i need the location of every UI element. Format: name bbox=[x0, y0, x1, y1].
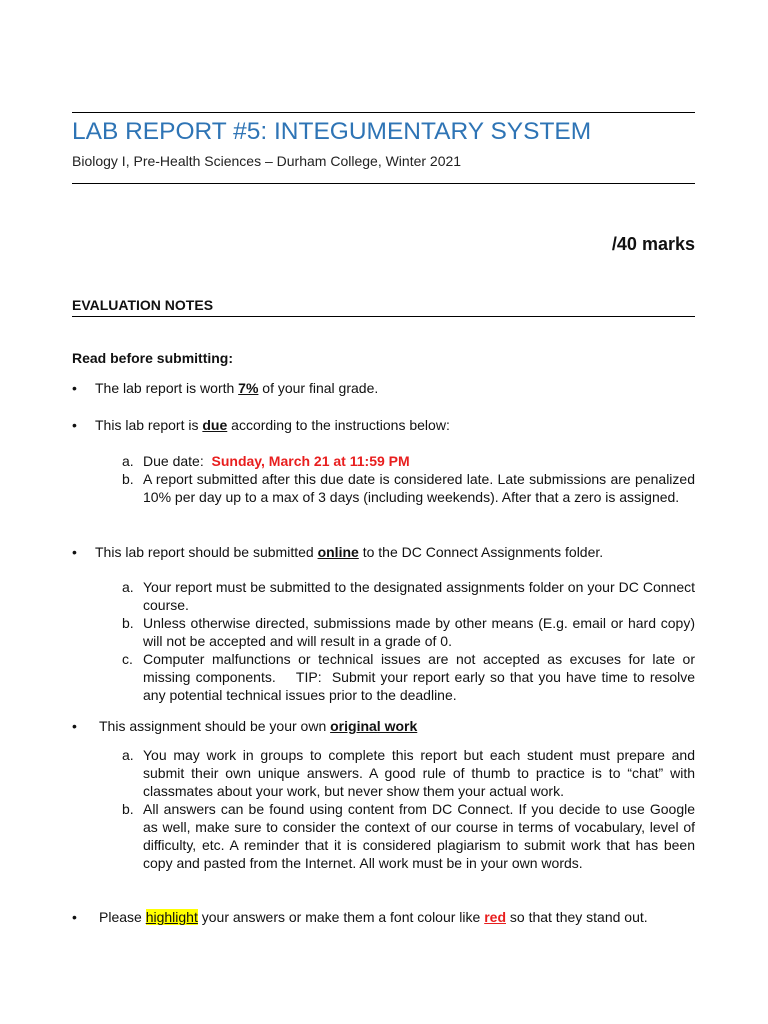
list-item bbox=[119, 470, 695, 506]
list-item bbox=[119, 452, 695, 470]
subtitle-rule bbox=[72, 183, 695, 184]
list-letter: a. bbox=[122, 579, 134, 595]
list-item-text: Unless otherwise directed, submissions made by other means (E.g. email or hard copy) will not be accepted and will result in a grade of 0. bbox=[143, 615, 695, 649]
list-item-text: Computer malfunctions or technical issues are not accepted as excuses for late or missing components. TIP: Submit your report early so that you have time to resolve any potential technical issues prior to the deadline. bbox=[143, 651, 699, 703]
list-item-text: A report submitted after this due date is considered late. Late submissions are penalized 10% per day up to a max of 3 days (including weekends). After that a zero is assigned. bbox=[143, 471, 695, 505]
bullet-text bbox=[95, 543, 603, 561]
online-sublist bbox=[119, 578, 699, 704]
list-item bbox=[119, 746, 695, 800]
bullet-text-part: to the DC Connect Assignments folder. bbox=[358, 544, 604, 560]
bullet-dot: • bbox=[72, 718, 77, 734]
bullet-text-part: according to the instructions below: bbox=[227, 417, 450, 433]
bullet-dot: • bbox=[72, 909, 77, 925]
due-emphasis: due bbox=[202, 417, 228, 433]
bullet-text-part: so that they stand out. bbox=[506, 909, 648, 925]
list-item-text: You may work in groups to complete this report but each student must prepare and submit their own unique answers. A good rule of thumb to practice is to “chat” with classmates about your work, but never show them your actual work. bbox=[143, 747, 695, 799]
original-work-emphasis: original work bbox=[330, 718, 418, 734]
bullet-text-part: This lab report should be submitted bbox=[95, 544, 318, 560]
due-date-label: Due date: bbox=[143, 453, 212, 469]
total-marks: /40 marks bbox=[611, 234, 695, 254]
list-letter: a. bbox=[122, 747, 134, 763]
bullet-text-part: This lab report is bbox=[95, 417, 203, 433]
read-before-heading: Read before submitting: bbox=[72, 350, 234, 366]
red-sample: red bbox=[484, 909, 506, 925]
document-subtitle: Biology I, Pre-Health Sciences – Durham College, Winter 2021 bbox=[72, 153, 462, 169]
online-emphasis: online bbox=[317, 544, 359, 560]
bullet-text bbox=[95, 416, 450, 434]
bullet-text-part: Please bbox=[99, 909, 146, 925]
list-item bbox=[119, 800, 695, 872]
due-date-value: Sunday, March 21 at 11:59 PM bbox=[211, 453, 410, 469]
bullet-dot: • bbox=[72, 380, 77, 396]
document-page bbox=[72, 0, 699, 1024]
list-item bbox=[119, 578, 695, 614]
list-letter: a. bbox=[122, 453, 134, 469]
original-work-sublist bbox=[119, 746, 695, 872]
list-letter: c. bbox=[122, 651, 133, 667]
grade-percent: 7% bbox=[238, 380, 259, 396]
highlight-sample: highlight bbox=[145, 909, 198, 925]
list-item bbox=[119, 650, 699, 704]
list-letter: b. bbox=[122, 615, 134, 631]
bullet-text-part: your answers or make them a font colour like bbox=[197, 909, 485, 925]
section-rule bbox=[72, 316, 695, 317]
bullet-text bbox=[99, 908, 648, 926]
list-item-text: Your report must be submitted to the designated assignments folder on your DC Connect course. bbox=[143, 579, 695, 613]
evaluation-notes-heading: EVALUATION NOTES bbox=[72, 297, 214, 313]
document-title: LAB REPORT #5: INTEGUMENTARY SYSTEM bbox=[72, 118, 592, 145]
bullet-text-part: of your final grade. bbox=[258, 380, 379, 396]
list-item bbox=[119, 614, 695, 650]
due-sublist bbox=[119, 452, 695, 506]
bullet-dot: • bbox=[72, 417, 77, 433]
top-rule bbox=[72, 112, 695, 113]
list-letter: b. bbox=[122, 471, 134, 487]
list-item-text: All answers can be found using content from DC Connect. If you decide to use Google as well, make sure to consider the context of our course in terms of vocabulary, level of difficulty, etc. A reminder that it is considered plagiarism to submit work that has been copy and pasted from the Internet. All work must be in your own words. bbox=[143, 801, 695, 871]
bullet-text bbox=[99, 717, 417, 735]
bullet-text bbox=[95, 379, 378, 397]
bullet-dot: • bbox=[72, 544, 77, 560]
bullet-text-part: The lab report is worth bbox=[95, 380, 239, 396]
list-letter: b. bbox=[122, 801, 134, 817]
bullet-text-part: This assignment should be your own bbox=[99, 718, 331, 734]
